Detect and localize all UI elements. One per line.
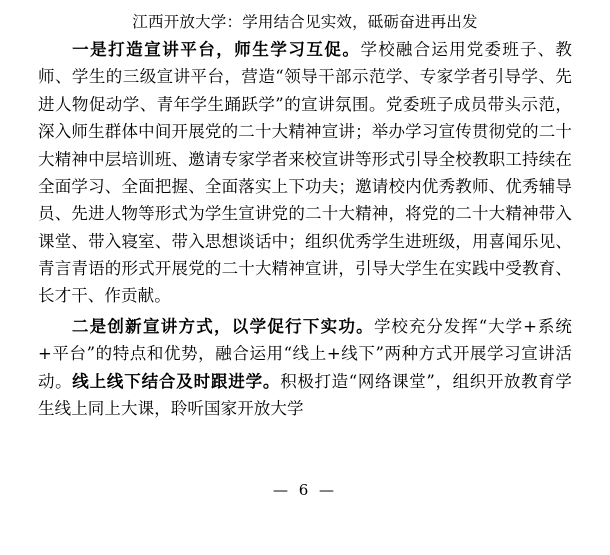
paragraph-two — [38, 313, 572, 423]
page-title: 江西开放大学：学用结合见实效，砥砺奋进再出发 — [132, 13, 478, 31]
paragraph-one-text: 学校融合运用党委班子、教师、学生的三级宣讲平台，营造“领导干部示范学、专家学者引导学、先进人物促动学、青年学生踊跃学”的宣讲氛围。党委班子成员带头示范，深入师生群体中间开展党的二十大精神宣讲；举办学习宣传贯彻党的二十大精神中层培训班、邀请专家学者来校宣讲等形式引导全校教职工持续在全面学习、全面把握、全面落实上下功夫；邀请校内优秀教师、优秀辅导员、先进人物等形式为学生宣讲党的二十大精神，将党的二十大精神带入课堂、带入寝室、带入思想谈话中；组织优秀学生进班级，用喜闻乐见、青言青语的形式开展党的二十大精神宣讲，引导大学生在实践中受教育、长才干、作贡献。 — [38, 40, 573, 306]
page-footer — [0, 480, 610, 499]
paragraph-two-emphasis: 线上线下结合及时跟进学。 — [72, 371, 281, 391]
page-number: — 6 — — [272, 481, 338, 499]
paragraph-one — [38, 36, 572, 310]
paragraph-two-text-before: 学校充分发挥“大学+系统+平台”的特点和优势，融合运用“线上+线下”两种方式开展学习宣讲活动。 — [38, 316, 572, 391]
paragraph-two-lead: 二是创新宣讲方式，以学促行下实功。 — [71, 316, 374, 336]
paragraph-two-text-after: 积极打造“网络课堂”，组织开放教育学生线上同上大课，聆听国家开放大学 — [38, 371, 572, 418]
paragraph-one-lead: 一是打造宣讲平台，师生学习互促。 — [71, 40, 361, 60]
